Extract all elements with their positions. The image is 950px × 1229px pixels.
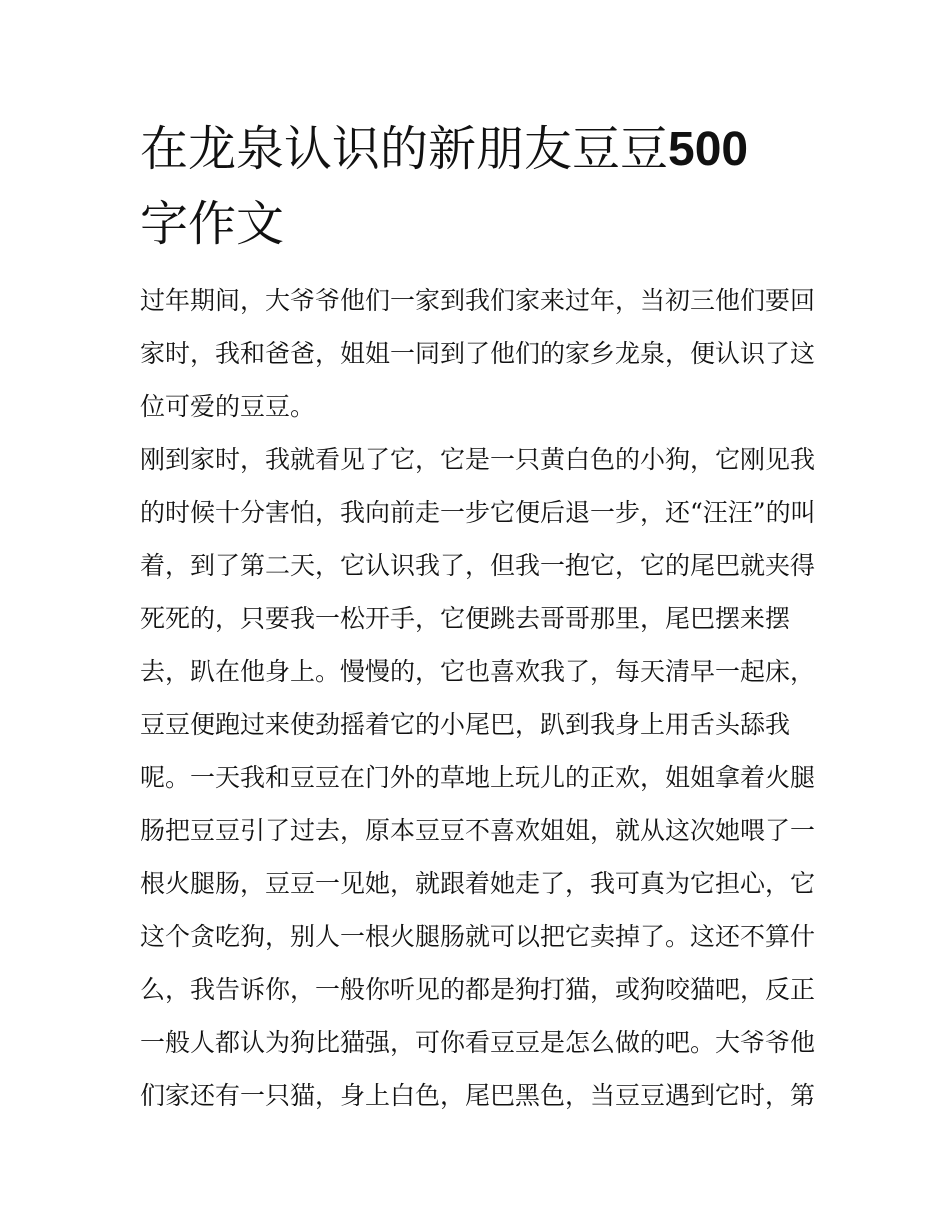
text-line: 的时候十分害怕，我向前走一步它便后退一步，还“汪汪”的叫 [140, 498, 816, 527]
text-line: 刚到家时，我就看见了它，它是一只黄白色的小狗，它刚见我 [140, 445, 816, 474]
title-text-part-1: 在龙泉认识的新朋友豆豆 [140, 121, 669, 177]
title-text-part-2: 字作文 [140, 196, 285, 252]
text-line: 呢。一天我和豆豆在门外的草地上玩儿的正欢，姐姐拿着火腿 [140, 763, 816, 792]
text-line: 么，我告诉你，一般你听见的都是狗打猫，或狗咬猫吧，反正 [140, 975, 816, 1004]
text-line: 根火腿肠，豆豆一见她，就跟着她走了，我可真为它担心，它 [140, 869, 816, 898]
text-line: 豆豆便跑过来使劲摇着它的小尾巴，趴到我身上用舌头舔我 [140, 710, 791, 739]
text-line: 位可爱的豆豆。 [140, 392, 316, 421]
text-line: 过年期间，大爷爷他们一家到我们家来过年，当初三他们要回 [140, 286, 816, 315]
text-line: 家时，我和爸爸，姐姐一同到了他们的家乡龙泉，便认识了这 [140, 339, 816, 368]
text-line: 一般人都认为狗比猫强，可你看豆豆是怎么做的吧。大爷爷他 [140, 1028, 816, 1057]
paragraph-1 [140, 274, 820, 433]
text-line: 这个贪吃狗，别人一根火腿肠就可以把它卖掉了。这还不算什 [140, 922, 816, 951]
paragraph-2 [140, 433, 820, 1122]
text-line: 肠把豆豆引了过去，原本豆豆不喜欢姐姐，就从这次她喂了一 [140, 816, 816, 845]
text-line: 们家还有一只猫，身上白色，尾巴黑色，当豆豆遇到它时，第 [140, 1081, 816, 1110]
title-number: 500 [668, 123, 749, 176]
text-line: 死死的，只要我一松开手，它便跳去哥哥那里，尾巴摆来摆 [140, 604, 791, 633]
document-title [140, 112, 820, 261]
document-body [140, 274, 820, 1122]
text-line: 去，趴在他身上。慢慢的，它也喜欢我了，每天清早一起床， [140, 657, 816, 686]
text-line: 着，到了第二天，它认识我了，但我一抱它，它的尾巴就夹得 [140, 551, 816, 580]
